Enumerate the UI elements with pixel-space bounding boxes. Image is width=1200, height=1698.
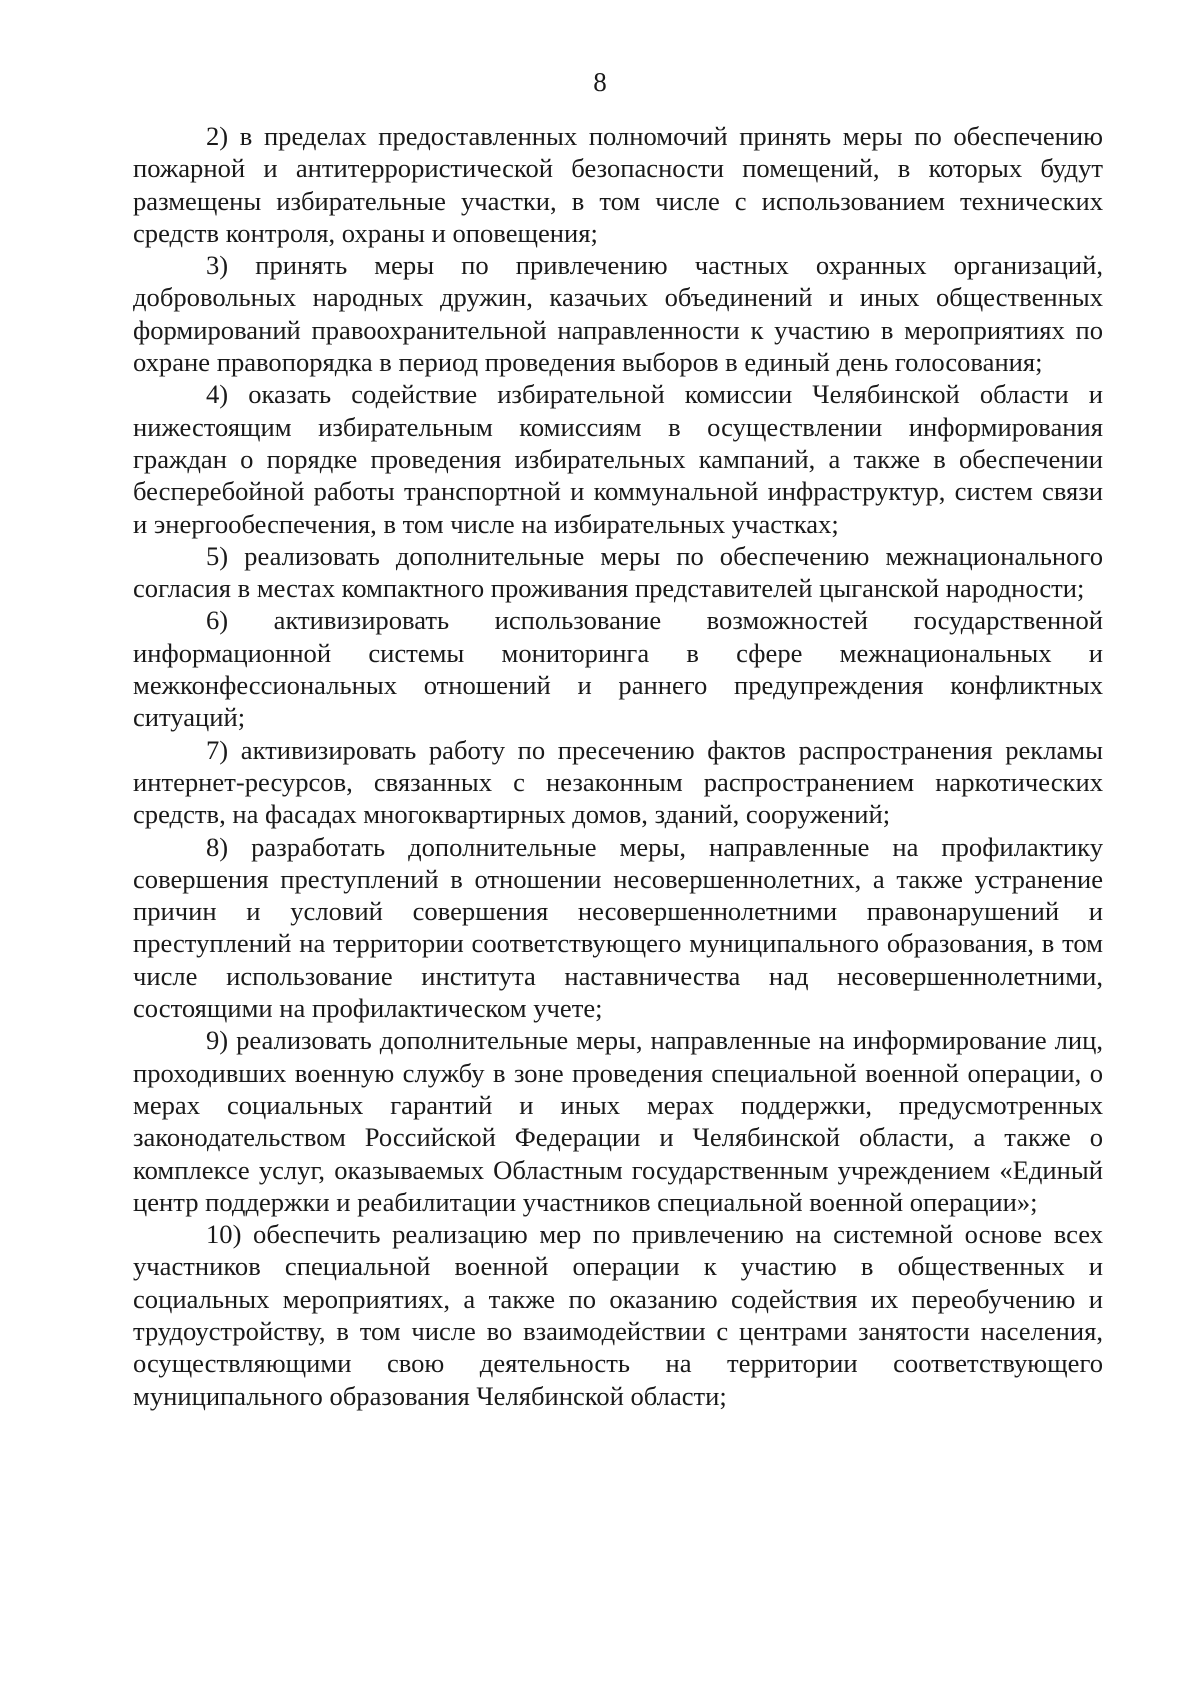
paragraph-item-5: 5) реализовать дополнительные меры по обеспечению межнационального согласия в местах компактного проживания представителей цыганской народности;: [133, 540, 1103, 604]
paragraph-item-7: 7) активизировать работу по пресечению фактов распространения рекламы интернет-ресурсов, связанных с незаконным распространением наркотических средств, на фасадах многоквартирных домов, зданий, сооружений;: [133, 734, 1103, 830]
paragraph-item-2: 2) в пределах предоставленных полномочий принять меры по обеспечению пожарной и антитеррористической безопасности помещений, в которых будут размещены избирательные участки, в том числе с использованием технических средств контроля, охраны и оповещения;: [133, 121, 1103, 248]
document-body: [133, 120, 1103, 1412]
paragraph-item-3: 3) принять меры по привлечению частных охранных организаций, добровольных народных дружин, казачьих объединений и иных общественных формирований правоохранительной направленности к участию в мероприятиях по охране правопорядка в период проведения выборов в единый день голосования;: [133, 250, 1103, 378]
paragraph-item-4: 4) оказать содействие избирательной комиссии Челябинской области и нижестоящим избирательным комиссиям в осуществлении информирования граждан о порядке проведения избирательных кампаний, а также в обеспечении бесперебойной работы транспортной и коммунальной инфраструктур, систем связи и энергообеспечения, в том числе на избирательных участках;: [133, 379, 1103, 539]
paragraph-item-8: 8) разработать дополнительные меры, направленные на профилактику совершения преступлений в отношении несовершеннолетних, а также устранение причин и условий совершения несовершеннолетними правонарушений и преступлений на территории соответствующего муниципального образования, в том числе использование института наставничества над несовершеннолетними, состоящими на профилактическом учете;: [133, 831, 1103, 1024]
paragraph-item-10: 10) обеспечить реализацию мер по привлечению на системной основе всех участников специальной военной операции к участию в общественных и социальных мероприятиях, а также по оказанию содействия их переобучению и трудоустройству, в том числе во взаимодействии с центрами занятости населения, осуществляющими свою деятельность на территории соответствующего муниципального образования Челябинской области;: [133, 1219, 1103, 1411]
paragraph-item-6: 6) активизировать использование возможностей государственной информационной системы мониторинга в сфере межнациональных и межконфессиональных отношений и раннего предупреждения конфликтных ситуаций;: [133, 605, 1103, 733]
paragraph-item-9: 9) реализовать дополнительные меры, направленные на информирование лиц, проходивших военную службу в зоне проведения специальной военной операции, о мерах социальных гарантий и иных мерах поддержки, предусмотренных законодательством Российской Федерации и Челябинской области, а также о комплексе услуг, оказываемых Областным государственным учреждением «Единый центр поддержки и реабилитации участников специальной военной операции»;: [133, 1025, 1103, 1217]
page-number: 8: [593, 67, 607, 97]
